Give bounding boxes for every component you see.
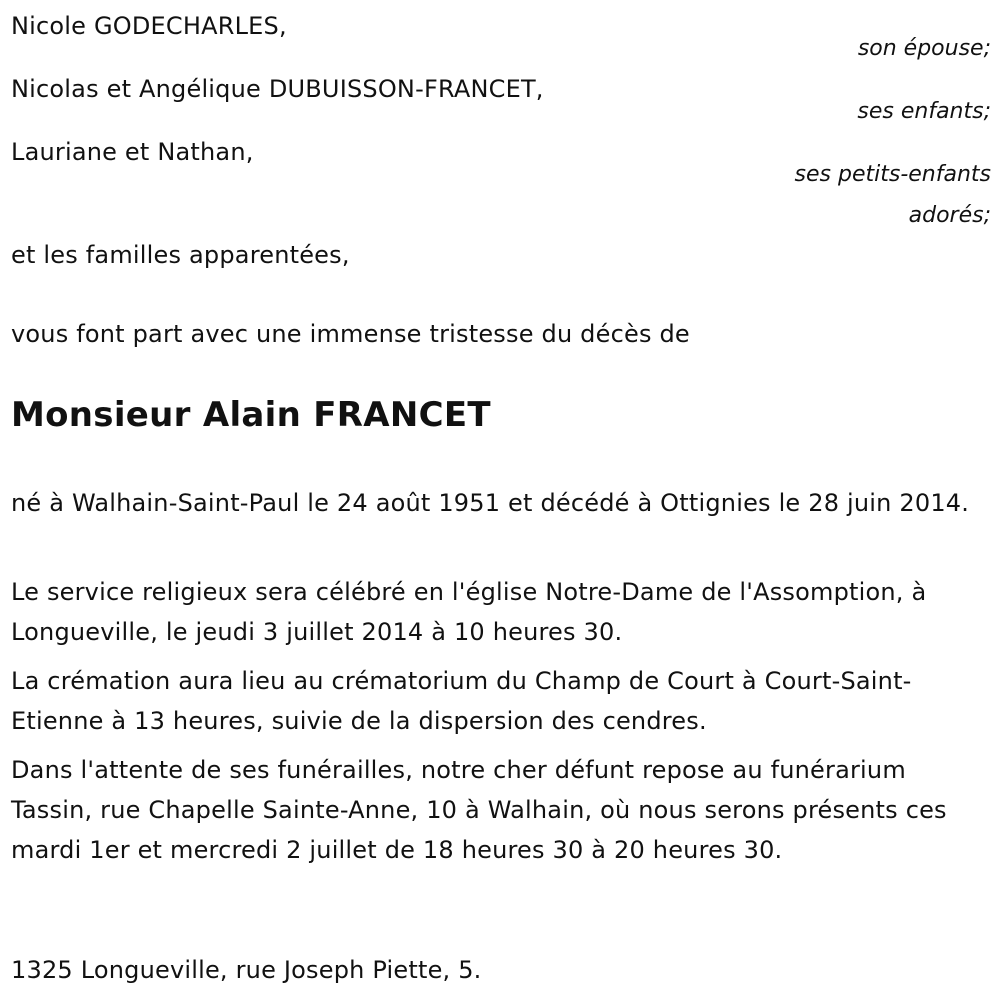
birth-death-paragraph: né à Walhain-Saint-Paul le 24 août 1951 et décédé à Ottignies le 28 juin 2014. [11, 489, 970, 517]
family-name-spouse: Nicole GODECHARLES, [11, 12, 287, 40]
announcement-line: vous font part avec une immense tristesse du décès de [11, 320, 690, 348]
family-name-children: Nicolas et Angélique DUBUISSON-FRANCET, [11, 75, 544, 103]
visitation-paragraph: Dans l'attente de ses funérailles, notre cher défunt repose au funérarium Tassin, rue Chapelle Sainte-Anne, 10 à Walhain, où nous serons présents ces mardi 1er et mercredi 2 juillet de 18 heures 30 à 20 heures 30. [11, 756, 947, 864]
family-role-grandchildren-line1: ses petits-enfants [794, 162, 991, 187]
family-role-spouse: son épouse; [857, 36, 991, 61]
cremation-paragraph: La crémation aura lieu au crématorium du Champ de Court à Court-Saint-Etienne à 13 heures, suivie de la dispersion des cendres. [11, 667, 912, 735]
family-name-grandchildren: Lauriane et Nathan, [11, 138, 254, 166]
deceased-name: Monsieur Alain FRANCET [11, 395, 491, 435]
family-role-grandchildren-line2: adorés; [908, 203, 991, 228]
obituary-notice [11, 0, 991, 1006]
family-role-children: ses enfants; [857, 99, 991, 124]
address-line: 1325 Longueville, rue Joseph Piette, 5. [11, 956, 482, 984]
service-paragraph: Le service religieux sera célébré en l'église Notre-Dame de l'Assomption, à Longueville, le jeudi 3 juillet 2014 à 10 heures 30. [11, 578, 927, 646]
families-line: et les familles apparentées, [11, 241, 350, 269]
